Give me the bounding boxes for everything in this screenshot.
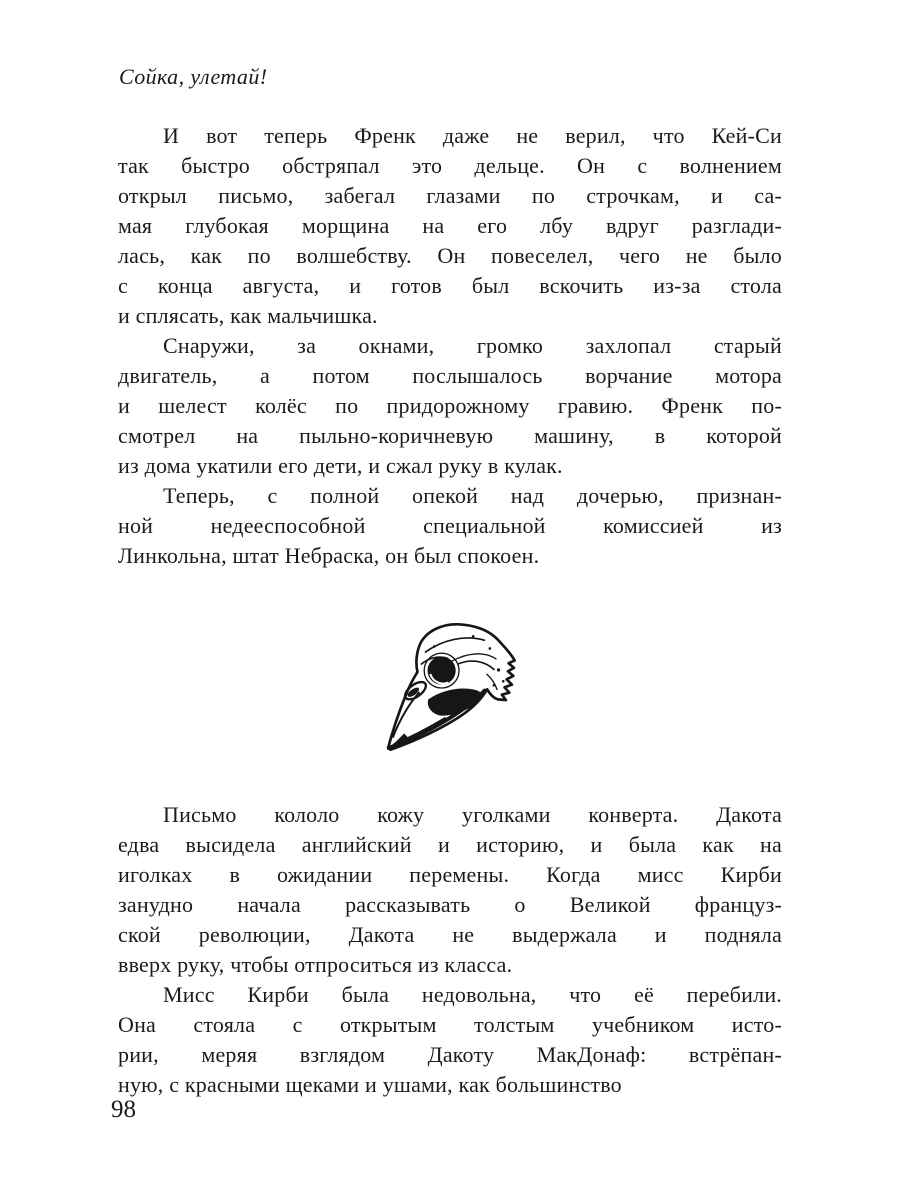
text-line: Линкольна, штат Небраска, он был спокоен. bbox=[118, 543, 540, 568]
running-header: Сойка, улетай! bbox=[119, 64, 268, 89]
text-line: ной недееспособной специальной комиссией из bbox=[118, 513, 782, 538]
text-line: Снаружи, за окнами, громко захлопал старый bbox=[163, 333, 782, 358]
text-line: и сплясать, как мальчишка. bbox=[118, 303, 378, 328]
bird-skull-icon bbox=[386, 620, 520, 760]
text-line: так быстро обстряпал это дельце. Он с волнением bbox=[118, 153, 782, 178]
text-line: и шелест колёс по придорожному гравию. Френк по- bbox=[118, 393, 782, 418]
bird-skull-illustration bbox=[386, 620, 520, 760]
text-line: Письмо кололо кожу уголками конверта. Дакота bbox=[163, 802, 782, 827]
text-line: двигатель, а потом послышалось ворчание мотора bbox=[118, 363, 782, 388]
text-line: Теперь, с полной опекой над дочерью, признан- bbox=[163, 483, 782, 508]
text-line: вверх руку, чтобы отпроситься из класса. bbox=[118, 952, 513, 977]
text-line: И вот теперь Френк даже не верил, что Кей-Си bbox=[163, 123, 782, 148]
text-line: смотрел на пыльно-коричневую машину, в которой bbox=[118, 423, 782, 448]
text-line: Мисс Кирби была недовольна, что её перебили. bbox=[163, 982, 782, 1007]
text-line: ную, с красными щеками и ушами, как большинство bbox=[118, 1072, 622, 1097]
text-line: рии, меряя взглядом Дакоту МакДонаф: встрёпан- bbox=[118, 1042, 782, 1067]
text-block-top bbox=[118, 121, 782, 571]
paragraph bbox=[118, 980, 782, 1100]
text-line: с конца августа, и готов был вскочить из-за стола bbox=[118, 273, 782, 298]
text-line: открыл письмо, забегал глазами по строчкам, и са- bbox=[118, 183, 782, 208]
text-line: мая глубокая морщина на его лбу вдруг разглади- bbox=[118, 213, 782, 238]
paragraph bbox=[118, 331, 782, 481]
text-line: ской революции, Дакота не выдержала и подняла bbox=[118, 922, 782, 947]
paragraph bbox=[118, 800, 782, 980]
paragraph bbox=[118, 121, 782, 331]
text-line: лась, как по волшебству. Он повеселел, чего не было bbox=[118, 243, 782, 268]
text-line: Она стояла с открытым толстым учебником исто- bbox=[118, 1012, 782, 1037]
text-line: из дома укатили его дети, и сжал руку в кулак. bbox=[118, 453, 563, 478]
page-number: 98 bbox=[111, 1096, 136, 1123]
paragraph bbox=[118, 481, 782, 571]
text-line: занудно начала рассказывать о Великой француз- bbox=[118, 892, 782, 917]
text-block-bottom bbox=[118, 800, 782, 1100]
text-line: едва высидела английский и историю, и была как на bbox=[118, 832, 782, 857]
text-line: иголках в ожидании перемены. Когда мисс Кирби bbox=[118, 862, 782, 887]
